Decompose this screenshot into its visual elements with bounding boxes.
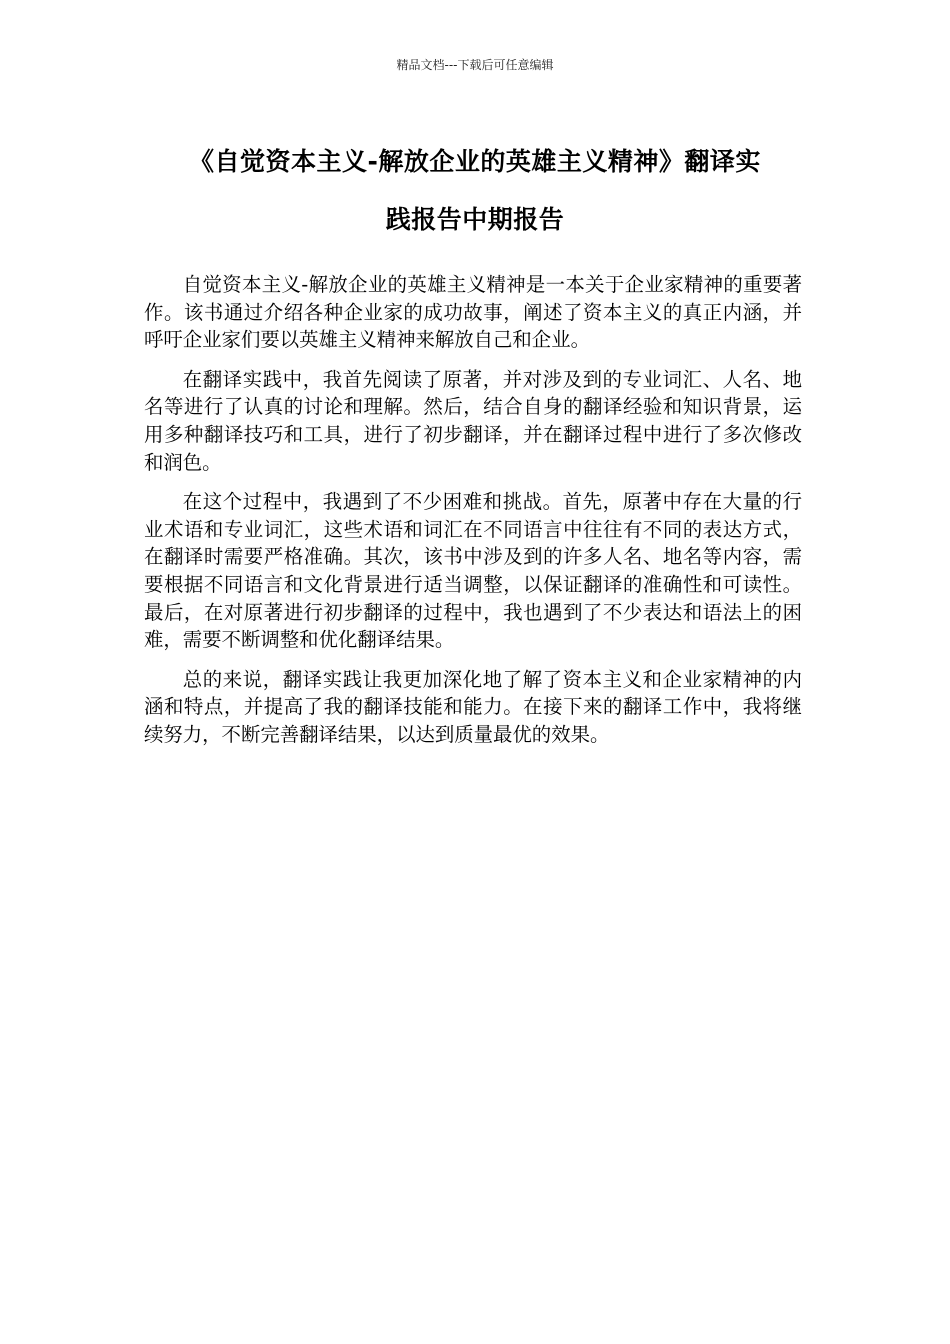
body-paragraph-3: 在这个过程中，我遇到了不少困难和挑战。首先，原著中存在大量的行业术语和专业词汇，这些术语和词汇在不同语言中往往有不同的表达方式，在翻译时需要严格准确。其次，该书中涉及到的许多人名、地名等内容，需要根据不同语言和文化背景进行适当调整，以保证翻译的准确性和可读性。最后，在对原著进行初步翻译的过程中，我也遇到了不少表达和语法上的困难，需要不断调整和优化翻译结果。	[144, 490, 802, 652]
page-header-note: 精品文档---下载后可任意编辑	[396, 58, 554, 72]
document-title-line-2: 践报告中期报告	[385, 205, 565, 234]
body-paragraph-2: 在翻译实践中，我首先阅读了原著，并对涉及到的专业词汇、人名、地名等进行了认真的讨论和理解。然后，结合自身的翻译经验和知识背景，运用多种翻译技巧和工具，进行了初步翻译，并在翻译过程中进行了多次修改和润色。	[144, 367, 802, 474]
document-title	[145, 133, 805, 249]
body-paragraph-1: 自觉资本主义-解放企业的英雄主义精神是一本关于企业家精神的重要著作。该书通过介绍各种企业家的成功故事，阐述了资本主义的真正内涵，并呼吁企业家们要以英雄主义精神来解放自己和企业。	[144, 273, 802, 352]
document-title-line-1: 《自觉资本主义-解放企业的英雄主义精神》翻译实	[189, 147, 761, 176]
document-body	[144, 271, 802, 761]
body-paragraph-4: 总的来说，翻译实践让我更加深化地了解了资本主义和企业家精神的内涵和特点，并提高了我的翻译技能和能力。在接下来的翻译工作中，我将继续努力，不断完善翻译结果，以达到质量最优的效果。	[144, 667, 802, 746]
